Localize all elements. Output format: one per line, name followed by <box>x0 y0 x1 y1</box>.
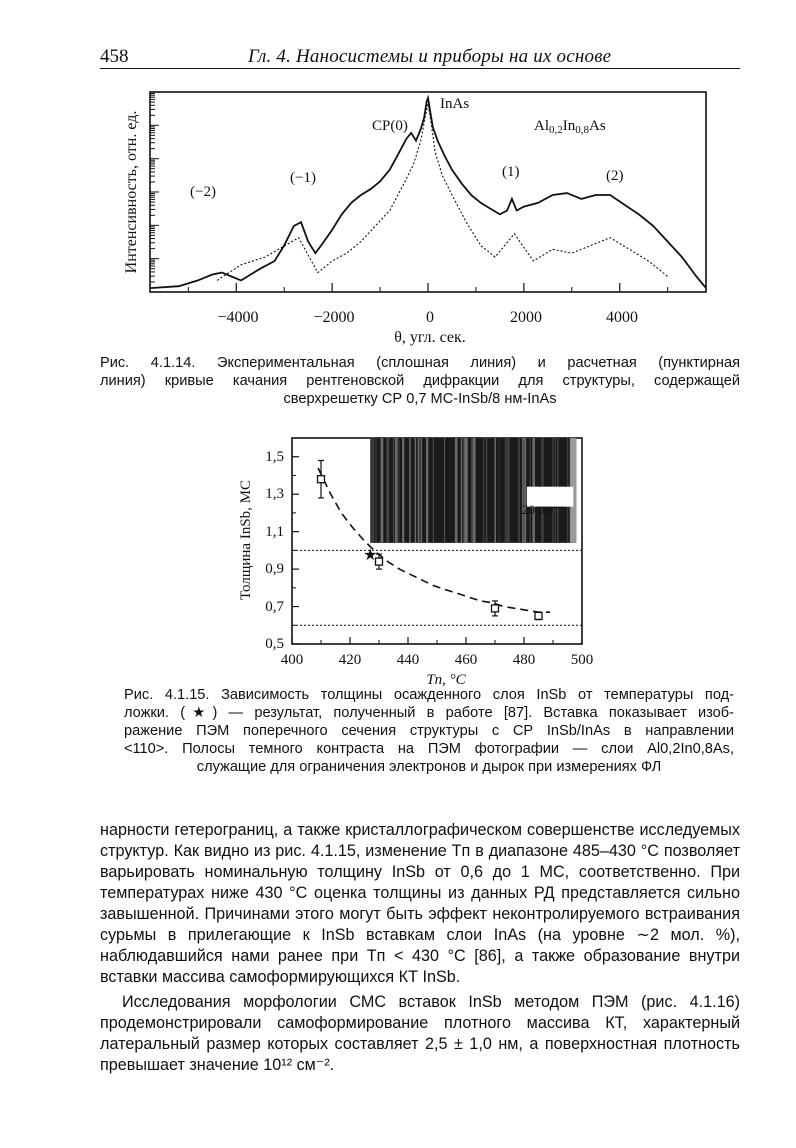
fig2-tem-stripe <box>375 438 376 543</box>
fig1-xtick-label: −4000 <box>217 309 259 326</box>
figure2-caption-line: ражение ПЭМ поперечного сечения структуры с СР InSb/InAs в направлении <box>124 723 734 739</box>
fig2-ytick-label: 1,5 <box>265 449 284 465</box>
fig2-xtick-label: 480 <box>512 652 536 668</box>
fig2-ytick-label: 0,7 <box>265 599 284 615</box>
fig2-tem-stripe <box>456 438 458 543</box>
fig2-reference-star: ★ <box>363 547 378 565</box>
fig2-tem-stripe <box>426 438 428 543</box>
fig2-ytick-label: 0,5 <box>265 636 284 652</box>
fig2-tem-stripe <box>518 438 520 543</box>
fig2-tem-stripe <box>506 438 509 543</box>
fig2-data-point <box>318 476 325 483</box>
figure2-caption-line: служащие для ограничения электронов и дырок при измерениях ФЛ <box>196 759 662 775</box>
fig2-ylabel: Толщина InSb, МС <box>238 479 254 601</box>
fig2-tem-stripe <box>473 438 476 543</box>
fig2-tem-stripe <box>524 438 526 543</box>
figure2-caption <box>124 686 734 776</box>
fig1-annotation-m1: (−1) <box>290 170 316 186</box>
body-paragraph: Исследования морфологии СМС вставок InSb методом ПЭМ (рис. 4.1.16) продемонстрировали самоформирование плотного массива КТ, характерный латеральный размер которых составляет 2,5 ± 1,0 нм, а поверхностная плотность превышает значение 10¹² см⁻². <box>100 993 740 1074</box>
fig2-tem-stripe <box>381 438 384 543</box>
fig2-inset-scale-label: 20 нм <box>522 502 554 517</box>
body-paragraph: нарности гетерограниц, а также кристаллографическом совершенстве исследуемых структур. Как видно из рис. 4.1.15, изменение Tп в диапазоне 485–430 °С позволяет варьировать номинальную толщину InSb от 0,6 до 1 МС, соответственно. При температурах ниже 430 °С оценка толщины из данных РД представляется сильно завышенной. Причинами этого могут быть эффект неконтролируемого встраивания сурьмы в прилегающие к InSb вставкам слои InAs (на уровне ∼2 мол. %), наблюдавшийся нами ранее при Tп < 430 °С [86], а также образование внутри вставки массива самоформирующихся КТ InSb. <box>100 821 740 986</box>
fig2-ytick-label: 1,1 <box>265 524 284 540</box>
fig2-tem-stripe <box>465 438 468 543</box>
fig1-xtick-label: 2000 <box>510 309 542 326</box>
fig2-tem-stripe <box>495 438 497 543</box>
fig1-xtick-label: 0 <box>426 309 434 326</box>
fig2-tem-inset <box>370 438 576 543</box>
fig2-xtick-label: 400 <box>280 652 304 668</box>
header-rule <box>100 68 740 69</box>
fig2-data-point <box>492 605 499 612</box>
figure2-caption-line: ложки. (★) — результат, полученный в работе [87]. Вставка показывает изоб- <box>124 705 734 721</box>
figure1-caption-line: линия) кривые качания рентгеновской дифракции для структуры, содержащей <box>100 373 740 389</box>
fig2-tem-stripe <box>415 438 417 543</box>
figure-xrd-rocking-curves <box>110 84 720 346</box>
fig1-curves <box>150 98 706 288</box>
fig2-tem-stripe <box>505 438 506 543</box>
fig2-tem-stripe <box>393 438 395 543</box>
fig1-xlabel: θ, угл. сек. <box>394 329 466 346</box>
fig2-data-point <box>535 612 542 619</box>
running-title: Гл. 4. Наносистемы и приборы на их основе <box>248 46 612 67</box>
fig1-annotation-buffer: $Al_{0,2}In_{0,8}As$ <box>534 118 606 136</box>
fig1-annotation-inas: InAs <box>440 96 470 112</box>
fig1-xtick-label: −2000 <box>313 309 355 326</box>
fig2-tem-stripe <box>499 438 500 543</box>
fig1-annotation-p2: (2) <box>606 168 624 184</box>
fig1-annotation-p1: (1) <box>502 164 520 180</box>
fig2-tem-stripe <box>486 438 488 543</box>
fig2-tem-stripe <box>444 438 445 543</box>
fig2-tem-stripe <box>402 438 404 543</box>
figure2-caption-line: Рис. 4.1.15. Зависимость толщины осажденного слоя InSb от температуры под- <box>124 687 734 703</box>
fig2-tem-stripe <box>461 438 462 543</box>
fig2-ytick-label: 1,3 <box>265 486 284 502</box>
fig2-xlabel: Tп, °C <box>426 672 466 688</box>
fig1-plot-frame <box>150 92 706 292</box>
page-number: 458 <box>100 46 129 67</box>
page-header <box>100 44 740 70</box>
fig2-tem-stripe <box>471 438 472 543</box>
fig1-experimental-curve <box>150 98 706 288</box>
fig2-tem-stripe <box>398 438 399 543</box>
fig2-ytick-label: 0,9 <box>265 561 284 577</box>
figure1-caption-line: Рис. 4.1.14. Экспериментальная (сплошная линия) и расчетная (пунктирная <box>100 355 740 371</box>
fig2-tem-stripe <box>419 438 421 543</box>
fig2-tem-stripe <box>372 438 374 543</box>
fig2-tem-stripe <box>472 438 473 543</box>
body-text <box>100 820 740 1076</box>
figure1-caption <box>100 354 740 408</box>
fig1-annotation-m2: (−2) <box>190 184 216 200</box>
fig2-xtick-label: 500 <box>570 652 594 668</box>
fig1-ylabel: Интенсивность, отн. ед. <box>123 110 140 274</box>
fig1-annotation-sl0: СР(0) <box>372 118 408 134</box>
figure2-caption-line: <110>. Полосы темного контраста на ПЭМ фотографии — слои Al0,2In0,8As, <box>124 741 734 757</box>
fig2-tem-stripe <box>433 438 434 543</box>
figure-insb-thickness <box>236 430 616 696</box>
fig2-xtick-label: 440 <box>396 652 420 668</box>
fig2-tem-stripe <box>387 438 388 543</box>
fig2-tem-stripe <box>483 438 484 543</box>
fig2-tem-stripe <box>409 438 411 543</box>
fig2-tem-stripe <box>418 438 419 543</box>
figure1-caption-line: сверхрешетку СР 0,7 МС-InSb/8 нм-InAs <box>283 391 557 407</box>
fig2-tem-stripe <box>395 438 398 543</box>
fig2-xtick-label: 460 <box>454 652 478 668</box>
fig2-xtick-label: 420 <box>338 652 362 668</box>
fig1-xtick-label: 4000 <box>606 309 638 326</box>
fig2-tem-stripe <box>522 438 523 543</box>
